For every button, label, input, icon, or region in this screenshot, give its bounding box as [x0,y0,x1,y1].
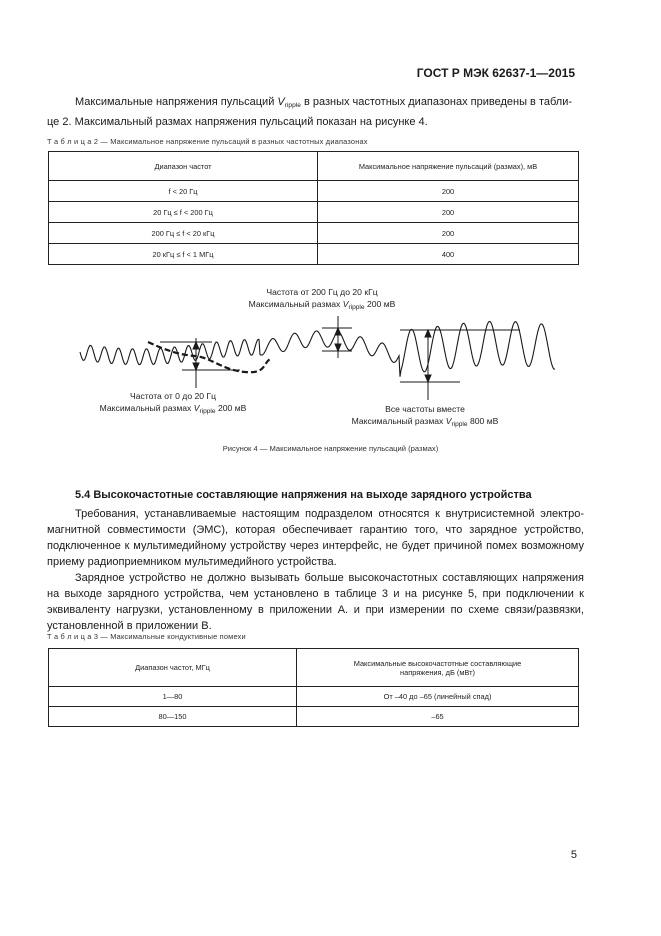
section-heading: 5.4 Высокочастотные составляющие напряжения на выходе зарядного устройства [75,489,532,501]
column-header: Максимальное напряжение пульсаций (размах), мВ [318,152,579,181]
figure-label-right: Все частоты вместе Максимальный размах $V_{ripple}$ 800 мВ [351,404,499,428]
freq-range-cell: f < 20 Гц [49,181,318,202]
value-cell: 200 [318,202,579,223]
freq-range-cell: 80—150 [49,707,297,727]
value-cell: –65 [297,707,579,727]
interference-table [48,648,579,727]
freq-range-cell: 1—80 [49,687,297,707]
value-cell: 200 [318,223,579,244]
freq-range-cell: 200 Гц ≤ f < 20 кГц [49,223,318,244]
page-number: 5 [570,849,577,861]
table-row [49,707,579,727]
value-cell: 200 [318,181,579,202]
figure4-caption: Рисунок 4 — Максимальное напряжение пульсаций (размах) [222,444,439,453]
section-paragraph-2: Зарядное устройство не должно вызывать больше высокочастотных составляющих напряжения на выходе зарядного устройства, чем установлено в таблице 3 и на рисунке 5, при подключении к эквиваленту нагрузки, установленному в приложении А. и при измерении по схеме связи/развязки, установленной в приложении В. [47,572,584,632]
table3-caption: Т а б л и ц а 3 — Максимальные кондуктивные помехи [47,632,246,641]
table-row [49,687,579,707]
ripple-waveform-figure [0,0,661,440]
figure-label-left: Частота от 0 до 20 Гц Максимальный размах $V_{ripple}$ 200 мВ [99,391,247,415]
value-cell: От –40 до –65 (линейный спад) [297,687,579,707]
value-cell: 400 [318,244,579,265]
column-header: Диапазон частот, МГц [49,649,297,687]
document-header: ГОСТ Р МЭК 62637-1—2015 [416,66,575,80]
intro-paragraph: Максимальные напряжения пульсаций $V_{ripple}$ в разных частотных диапазонах приведены в табли- це 2. Максимальный размах напряжения пульсаций показан на рисунке 4. [47,96,573,128]
column-header: Максимальные высокочастотные составляющие напряжения, дБ (мВт) [297,649,579,687]
table2-caption: Т а б л и ц а 2 — Максимальное напряжение пульсаций в разных частотных диапазонах [47,137,368,146]
section-paragraph-1: Требования, устанавливаемые настоящим подразделом относятся к внутрисистемной электро-магнитной совместимости (ЭМС), которая обеспечивает гарантию того, что зарядное устройство, подключенное к мультимедийному устройству через интерфейс, не будет причиной помех возможному приему радиоприемником мультимедийного устройства. [47,508,584,568]
low-frequency-envelope [148,342,272,372]
column-header: Диапазон частот [49,152,318,181]
freq-range-cell: 20 кГц ≤ f < 1 МГц [49,244,318,265]
freq-range-cell: 20 Гц ≤ f < 200 Гц [49,202,318,223]
figure-label-top: Частота от 200 Гц до 20 кГц Максимальный размах $V_{ripple}$ 200 мВ [248,287,396,311]
